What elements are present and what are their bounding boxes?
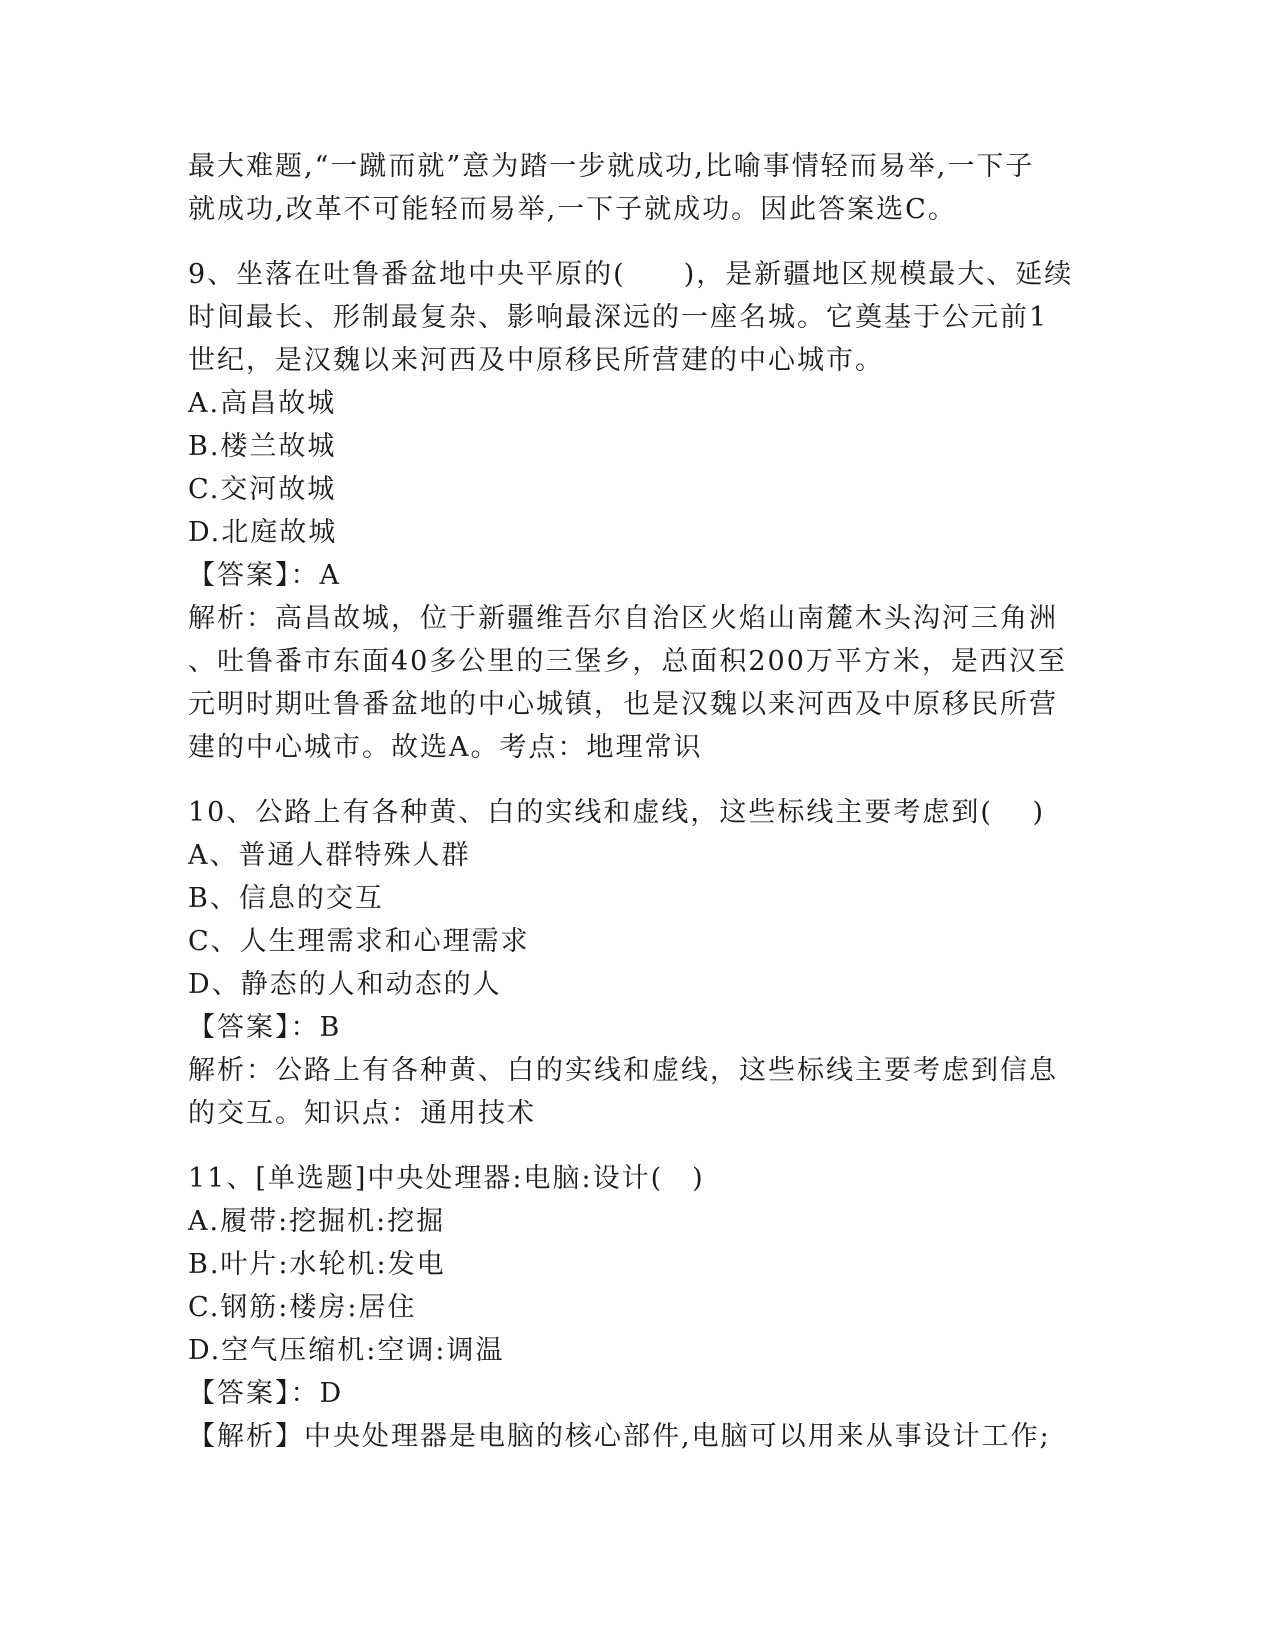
option-c: C、人生理需求和心理需求 bbox=[188, 926, 530, 957]
option-c: C.交河故城 bbox=[188, 474, 337, 505]
text-line: 就成功,改革不可能轻而易举,一下子就成功。因此答案选C。 bbox=[188, 194, 957, 225]
analysis-line: 解析：高昌故城，位于新疆维吾尔自治区火焰山南麓木头沟河三角洲 bbox=[188, 603, 1058, 634]
option-a: A、普通人群特殊人群 bbox=[188, 840, 471, 871]
analysis-line: 元明时期吐鲁番盆地的中心城镇，也是汉魏以来河西及中原移民所营 bbox=[188, 689, 1058, 720]
question-stem-line: 世纪，是汉魏以来河西及中原移民所营建的中心城市。 bbox=[188, 345, 884, 376]
text-line: 最大难题,“一蹴而就”意为踏一步就成功,比喻事情轻而易举,一下子 bbox=[188, 151, 1035, 182]
question-stem-line: 10、公路上有各种黄、白的实线和虚线，这些标线主要考虑到( ) bbox=[188, 797, 1046, 828]
analysis-line: 、吐鲁番市东面40多公里的三堡乡，总面积200万平方米，是西汉至 bbox=[188, 646, 1067, 677]
question-stem-line: 时间最长、形制最复杂、影响最深远的一座名城。它奠基于公元前1 bbox=[188, 302, 1049, 333]
answer-line: 【答案】：A bbox=[188, 560, 341, 591]
document-page bbox=[188, 145, 1088, 1458]
previous-analysis-tail bbox=[188, 145, 1088, 231]
option-d: D、静态的人和动态的人 bbox=[188, 969, 502, 1000]
option-a: A.高昌故城 bbox=[188, 388, 337, 419]
option-d: D.空气压缩机:空调:调温 bbox=[188, 1335, 505, 1366]
option-b: B.楼兰故城 bbox=[188, 431, 337, 462]
question-stem-line: 9、坐落在吐鲁番盆地中央平原的( )，是新疆地区规模最大、延续 bbox=[188, 259, 1074, 290]
analysis-line: 的交互。知识点：通用技术 bbox=[188, 1098, 536, 1129]
option-c: C.钢筋:楼房:居住 bbox=[188, 1292, 417, 1323]
answer-line: 【答案】：B bbox=[188, 1012, 342, 1043]
question-11 bbox=[188, 1157, 1088, 1458]
question-9 bbox=[188, 253, 1088, 769]
option-b: B.叶片:水轮机:发电 bbox=[188, 1249, 446, 1280]
option-b: B、信息的交互 bbox=[188, 883, 384, 914]
analysis-line: 【解析】中央处理器是电脑的核心部件,电脑可以用来从事设计工作; bbox=[188, 1421, 1051, 1452]
analysis-line: 解析：公路上有各种黄、白的实线和虚线，这些标线主要考虑到信息 bbox=[188, 1055, 1058, 1086]
answer-line: 【答案】：D bbox=[188, 1378, 344, 1409]
question-10 bbox=[188, 791, 1088, 1135]
question-stem-line: 11、[单选题]中央处理器:电脑:设计( ) bbox=[188, 1163, 705, 1194]
option-d: D.北庭故城 bbox=[188, 517, 338, 548]
option-a: A.履带:挖掘机:挖掘 bbox=[188, 1206, 446, 1237]
analysis-line: 建的中心城市。故选A。考点：地理常识 bbox=[188, 732, 703, 763]
